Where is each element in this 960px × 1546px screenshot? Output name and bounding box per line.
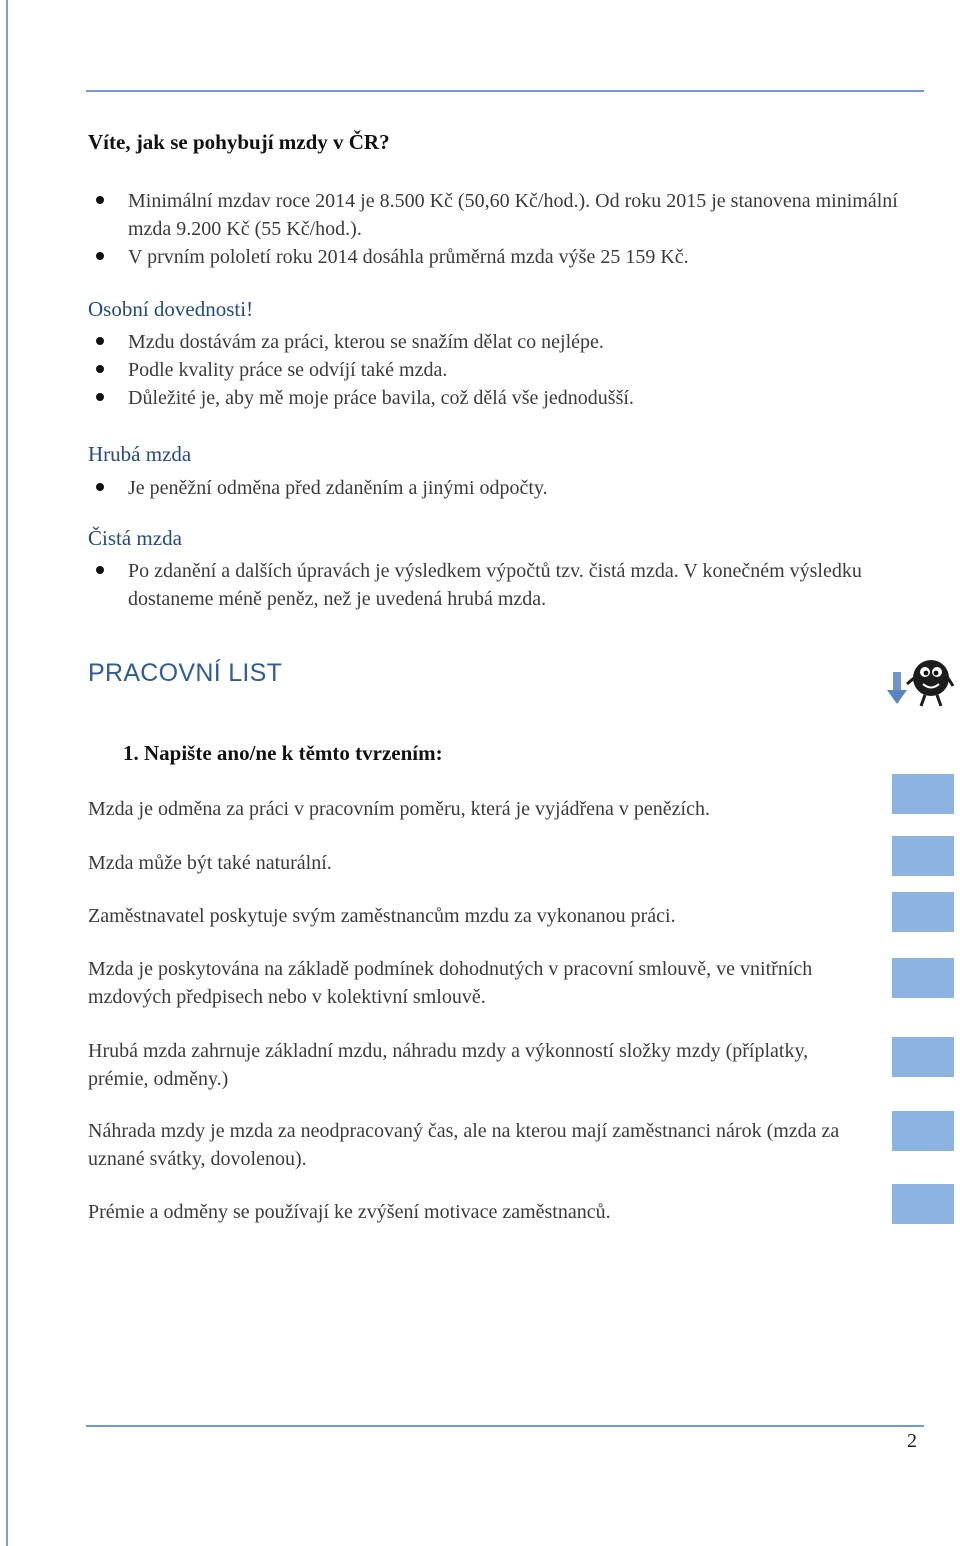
bullet-icon: [96, 566, 104, 574]
list-item: Mzdu dostávám za práci, kterou se snažím dělat co nejlépe.: [88, 328, 918, 356]
statement-1: Mzda je odměna za práci v pracovním poměru, která je vyjádřena v penězích.: [88, 798, 710, 820]
bullet-icon: [96, 196, 104, 204]
bullet-icon: [96, 393, 104, 401]
list-item: Je peněžní odměna před zdaněním a jinými odpočty.: [88, 474, 918, 502]
page-number: 2: [907, 1430, 917, 1452]
answer-box-1[interactable]: [892, 774, 954, 814]
wage-facts-list: [88, 187, 918, 271]
gross-wage-title: Hrubá mzda: [88, 442, 192, 466]
list-item: Po zdanění a dalších úpravách je výsledkem výpočtů tzv. čistá mzda. V konečném výsledku dostaneme méně peněz, než je uvedená hrubá mzda.: [88, 557, 888, 613]
bullet-icon: [96, 483, 104, 491]
personal-skills-title: Osobní dovednosti!: [88, 297, 254, 321]
personal-skills-list: [88, 328, 918, 412]
net-wage-title: Čistá mzda: [88, 526, 182, 550]
intro-title: Víte, jak se pohybují mzdy v ČR?: [88, 130, 390, 154]
bullet-icon: [96, 337, 104, 345]
list-item: Podle kvality práce se odvíjí také mzda.: [88, 356, 918, 384]
worksheet-title: PRACOVNÍ LIST: [88, 659, 283, 687]
bullet-icon: [96, 365, 104, 373]
bullet-icon: [96, 252, 104, 260]
gross-wage-list: [88, 474, 918, 502]
list-item: V prvním pololetí roku 2014 dosáhla průměrná mzda výše 25 159 Kč.: [88, 243, 918, 271]
statement-3: Zaměstnavatel poskytuje svým zaměstnancům mzdu za vykonanou práci.: [88, 905, 676, 927]
net-wage-list: [88, 557, 888, 613]
header-rule: [86, 90, 924, 92]
statement-4: Mzda je poskytována na základě podmínek dohodnutých v pracovní smlouvě, ve vnitřních mzdových předpisech nebo v kolektivní smlouvě.: [88, 958, 813, 1008]
left-margin-rule: [6, 0, 8, 1546]
list-item: Důležité je, aby mě moje práce bavila, což dělá vše jednodušší.: [88, 384, 918, 412]
answer-box-4[interactable]: [892, 958, 954, 998]
answer-box-6[interactable]: [892, 1111, 954, 1151]
statement-6: Náhrada mzdy je mzda za neodpracovaný čas, ale na kterou mají zaměstnanci nárok (mzda za uznané svátky, dovolenou).: [88, 1120, 840, 1170]
footer-rule: [86, 1425, 924, 1427]
statement-7: Prémie a odměny se používají ke zvýšení motivace zaměstnanců.: [88, 1201, 611, 1223]
mascot-arrow-down-icon: [885, 650, 955, 710]
answer-box-2[interactable]: [892, 836, 954, 876]
statement-5: Hrubá mzda zahrnuje základní mzdu, náhradu mzdy a výkonností složky mzdy (příplatky, prémie, odměny.): [88, 1040, 809, 1090]
answer-box-7[interactable]: [892, 1184, 954, 1224]
list-item: Minimální mzdav roce 2014 je 8.500 Kč (50,60 Kč/hod.). Od roku 2015 je stanovena minimální mzda 9.200 Kč (55 Kč/hod.).: [88, 187, 918, 243]
answer-box-5[interactable]: [892, 1037, 954, 1077]
task-instruction: 1. Napište ano/ne k těmto tvrzením:: [123, 741, 443, 765]
answer-box-3[interactable]: [892, 892, 954, 932]
statement-2: Mzda může být také naturální.: [88, 852, 332, 874]
